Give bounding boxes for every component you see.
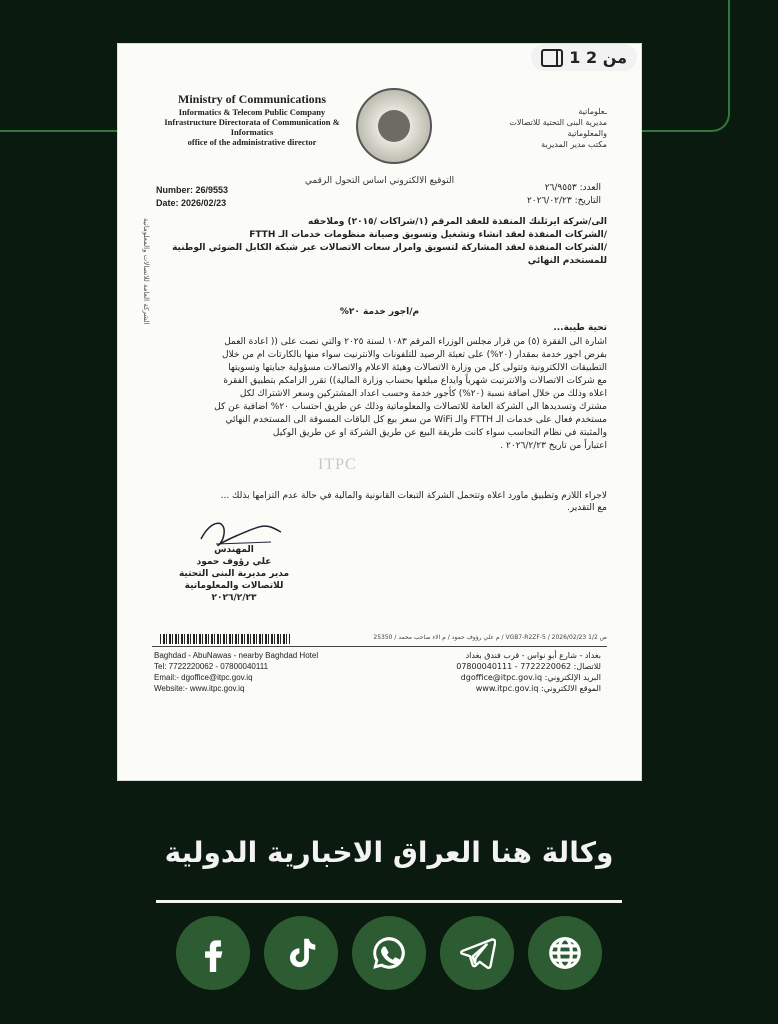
telegram-icon	[458, 934, 496, 972]
meta-arabic	[527, 182, 601, 208]
thanks-line: مع التقدير.	[566, 503, 607, 513]
recipient-line: الى/شركة ايرثلنك المنفذة للعقد المرقم (١/شراكات /٢٠١٥) وملاحقه	[307, 217, 607, 227]
letterhead-arabic	[477, 106, 607, 150]
facebook-icon	[194, 934, 232, 972]
pages-icon	[541, 49, 563, 67]
ar-date-label: التاريخ:	[574, 196, 601, 206]
body-paragraph	[158, 336, 607, 453]
footer-ar-website: الموقع الالكتروني: www.itpc.gov.iq	[475, 684, 601, 693]
footer-website: Website:- www.itpc.gov.iq	[154, 684, 245, 693]
side-stamp: الشركة العامة للاتصالات والمعلوماتية	[142, 218, 150, 325]
footer-divider	[152, 646, 607, 647]
footer-address: Baghdad - AbuNawas - nearby Baghdad Hotel	[154, 651, 319, 660]
facebook-button[interactable]	[176, 916, 250, 990]
signer-role: للاتصالات والمعلوماتية	[184, 581, 284, 591]
signer-name: علي رؤوف حمود	[196, 557, 272, 567]
letterhead-english	[152, 92, 352, 147]
whatsapp-button[interactable]	[352, 916, 426, 990]
document-page	[118, 44, 641, 780]
agency-underline	[156, 900, 622, 903]
recipient-line: للمستخدم النهائي	[527, 256, 607, 266]
footer-email: Email:- dgoffice@itpc.gov.iq	[154, 673, 253, 682]
closing-line: لاجراء اللازم وتطبيق ماورد اعلاه وتتحمل الشركة التبعات القانونية والمالية في حالة عدم التزامها بذلك ...	[220, 491, 607, 501]
signer-date: ٢٠٢٦/٢/٢٣	[211, 593, 257, 603]
body-line: والمثبتة في نظام التحاسب سواء كانت طريقة البيع عن طريق الشركة او عن طريق الوكيل	[272, 428, 607, 438]
recipient-line: /الشركات المنفذة لعقد المشاركة لتسويق وامرار سعات الاتصالات عبر شبكة الكابل الضوئي الوطنية	[172, 243, 607, 253]
body-line: مستخدم فعال على خدمات الـ FTTH والـ WiFi من سعر بيع كل الباقات المسوقة الى المستخدم النهائي	[225, 415, 607, 425]
body-line: مشترك وتسديدها الى الشركة العامة للاتصالات والمعلوماتية وذلك عن طريق احتساب ٢٠% اضافية عن كل	[214, 402, 607, 412]
body-line: بفرض اجور خدمة بمقدار (٢٠%) على تعبئة الرصيد للتلفونات والانترنيت سواء منها بالكارتات ام من خلال	[221, 350, 607, 360]
agency-name: وكالة هنا العراق الاخبارية الدولية	[164, 836, 614, 869]
telegram-button[interactable]	[440, 916, 514, 990]
tiktok-icon	[282, 934, 320, 972]
body-line: اعتباراً من تاريخ ٢٠٢٦/٢/٢٣ .	[500, 441, 607, 451]
social-links	[0, 916, 778, 990]
footer-arabic	[456, 650, 601, 694]
digital-signature-motto: التوقيع الالكتروني اساس التحول الرقمي	[304, 176, 455, 186]
body-line: اشارة الى الفقرة (٥) من قرار مجلس الوزراء المرقم ١٠٨٣ لسنة ٢٠٢٥ والتي نصت على (( اعادة العمل	[224, 337, 607, 347]
ar-head-line: ـعلوماتية	[578, 107, 607, 116]
page-counter-text: 1 من 2	[569, 48, 627, 67]
ministry-name: Ministry of Communications	[178, 92, 326, 106]
footer-english	[154, 650, 318, 694]
footer-ar-phone: للاتصال: 7722220062 - 07800040111	[456, 662, 601, 671]
barcode-reference: ص 1/2 VGB7-R2ZF-5 / 2026/02/23 / م علي رؤوف حمود / م الاء صاحب محمد / 25350	[373, 634, 607, 641]
footer-ar-address: بغداد - شارع أبو نواس - قرب فندق بغداد	[465, 651, 601, 660]
signer-role: مدير مديرية البنى التحتية	[178, 569, 290, 579]
footer-ar-email: البريد الإلكتروني: dgoffice@itpc.gov.iq	[460, 673, 601, 682]
date-label: Date:	[156, 198, 179, 208]
company-name: Informatics & Telecom Public Company	[178, 107, 326, 117]
number-label: Number:	[156, 185, 194, 195]
ar-date-value: ٢٠٢٦/٠٢/٢٣	[526, 196, 572, 206]
signer-title: المهندس	[214, 545, 254, 555]
directorate-name: Infrastructure Directorata of Communication &	[164, 117, 340, 127]
date-value: 2026/02/23	[181, 198, 227, 208]
ar-number-label: العدد:	[579, 183, 601, 193]
subject-line: م/اجور خدمة ٢٠%	[339, 307, 420, 317]
body-line: مع شركات الاتصالات والانترنيت شهرياً وايداع مبلغها بحساب وزارة المالية)) تقرر الزامكم بتطبيق الفقرة	[223, 376, 607, 386]
body-line: اعلاه وذلك من خلال اضافة نسبة (٢٠%) كأجور خدمة وحسب اعداد المشتركين وسعر الاشتراك لكل	[239, 389, 607, 399]
recipients	[158, 216, 607, 268]
recipient-line: /الشركات المنفذة لعقد انشاء وتشغيل وتسويق وصيانة منظومات خدمات الـ FTTH	[249, 230, 607, 240]
whatsapp-icon	[370, 934, 408, 972]
tiktok-button[interactable]	[264, 916, 338, 990]
meta-english	[156, 184, 228, 210]
globe-icon	[546, 934, 584, 972]
page-counter[interactable]	[531, 44, 637, 71]
footer-phone: Tel: 7722220062 - 07800040111	[154, 662, 269, 671]
ar-head-line: مكتب مدير المديرية	[541, 140, 607, 149]
signer-block	[174, 544, 294, 604]
company-seal-logo	[356, 88, 432, 164]
directorate-name-cont: Informatics	[230, 127, 274, 137]
itpc-watermark: ITPC	[318, 456, 357, 473]
number-value: 26/9553	[195, 185, 229, 195]
website-button[interactable]	[528, 916, 602, 990]
ar-head-line: مديرية البنى التحتية للاتصالات والمعلوماتية	[509, 118, 607, 138]
office-name: office of the administrative director	[187, 137, 317, 147]
body-line: التطبيقات الالكترونية وتتولى كل من وزارة الاتصالات وهيئة الاعلام والاتصالات مسؤولية جبايتها وتسويتها	[228, 363, 607, 373]
ar-number-value: ٢٦/٩٥٥٣	[544, 183, 577, 193]
greeting: تحية طيبة...	[553, 323, 607, 333]
